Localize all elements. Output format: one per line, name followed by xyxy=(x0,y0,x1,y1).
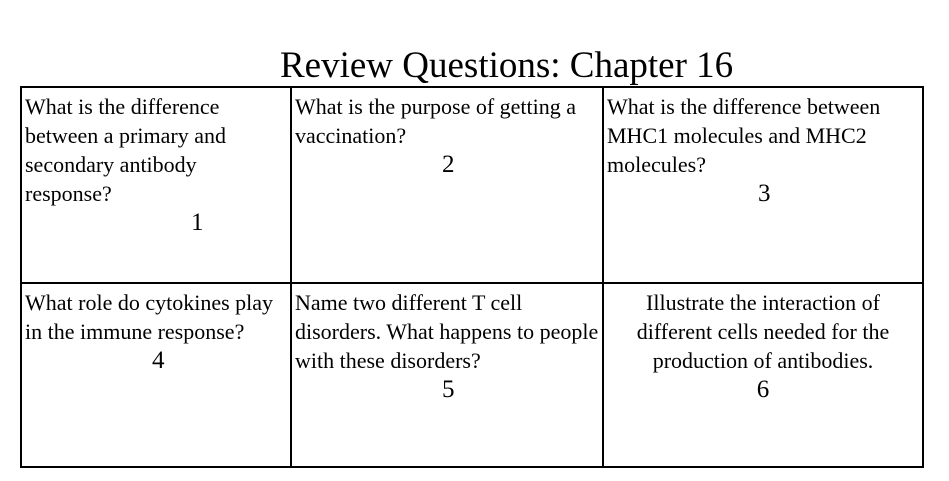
question-number: 5 xyxy=(442,376,455,403)
question-text: What is the difference between MHC1 molecules and MHC2 molecules? xyxy=(607,94,881,177)
question-text: What role do cytokines play in the immune response? xyxy=(25,290,274,344)
page-title: Review Questions: Chapter 16 xyxy=(280,45,734,86)
question-cell-5 xyxy=(292,284,602,466)
question-cell-3 xyxy=(604,88,922,282)
question-cell-6 xyxy=(604,284,922,466)
question-number: 4 xyxy=(152,347,165,374)
question-number: 3 xyxy=(758,180,771,207)
review-questions-grid xyxy=(20,86,924,468)
question-text: Name two different T cell disorders. What happens to people with these disorders? xyxy=(295,290,599,373)
question-text: Illustrate the interaction of different cells needed for the production of antibodies. xyxy=(636,290,890,373)
question-cell-2 xyxy=(292,88,602,282)
question-text: What is the purpose of getting a vaccination? xyxy=(295,94,577,148)
question-number: 6 xyxy=(756,376,770,403)
question-cell-4 xyxy=(22,284,290,466)
question-cell-1 xyxy=(22,88,290,282)
question-text: What is the difference between a primary and secondary antibody response? xyxy=(25,94,226,206)
question-number: 2 xyxy=(442,151,455,178)
question-number: 1 xyxy=(191,209,204,236)
